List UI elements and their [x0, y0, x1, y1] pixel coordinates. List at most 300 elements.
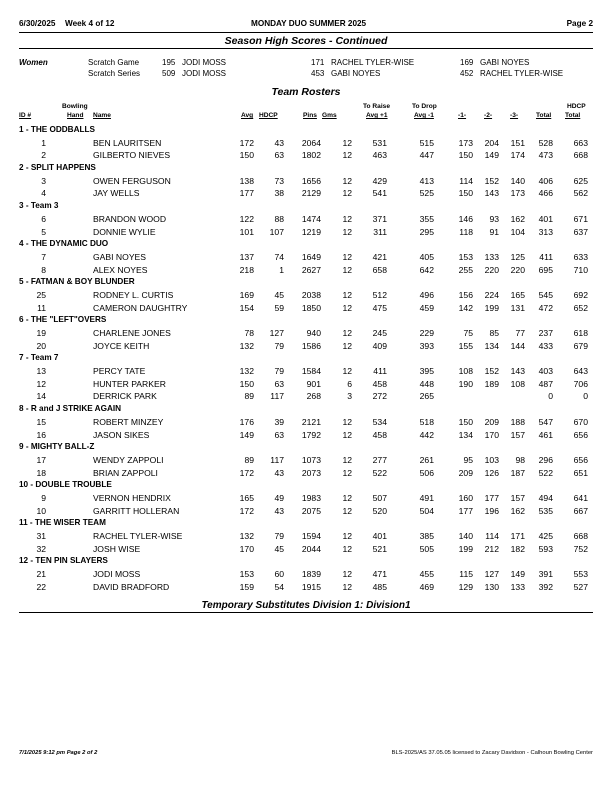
player-hdcp: 60 — [274, 569, 284, 580]
player-game3: 182 — [510, 543, 525, 554]
player-hdcp-total: 656 — [573, 429, 588, 440]
col-to-drop: To Drop — [412, 103, 437, 110]
player-hdcp-total: 633 — [573, 251, 588, 262]
player-games: 12 — [342, 366, 352, 377]
hs-name: JODI MOSS — [182, 58, 227, 67]
player-games: 6 — [347, 378, 352, 389]
player-id: 19 — [36, 328, 46, 338]
col-game1: -1- — [458, 112, 467, 119]
player-to-raise: 409 — [372, 340, 387, 351]
player-hdcp-total: 706 — [573, 378, 588, 389]
player-id: 11 — [37, 302, 46, 313]
player-game2: 114 — [485, 531, 499, 541]
player-game3: 151 — [510, 137, 525, 148]
player-total: 411 — [539, 251, 553, 262]
player-hdcp-total: 0 — [583, 391, 588, 402]
player-hdcp: 43 — [274, 505, 284, 516]
col-id: ID # — [19, 112, 32, 119]
player-games: 12 — [342, 289, 352, 300]
team-name: 8 - R and J STRIKE AGAIN — [19, 404, 122, 414]
table-row — [19, 365, 593, 378]
player-id: 22 — [36, 581, 46, 592]
player-hdcp-total: 668 — [573, 150, 588, 161]
player-hdcp: 88 — [274, 213, 284, 224]
player-avg: 149 — [239, 429, 254, 440]
player-games: 12 — [342, 175, 352, 186]
player-game1: 150 — [458, 188, 473, 199]
player-to-raise: 658 — [372, 264, 387, 275]
team-header — [19, 479, 593, 492]
player-avg: 132 — [239, 531, 254, 541]
player-pins: 1219 — [301, 226, 321, 237]
player-game3: 188 — [510, 416, 525, 427]
player-to-drop: 229 — [419, 328, 434, 338]
team-name: 2 - SPLIT HAPPENS — [19, 163, 96, 173]
player-game1: 129 — [458, 581, 473, 592]
player-to-drop: 261 — [419, 454, 434, 465]
player-hdcp-total: 562 — [573, 188, 588, 199]
player-game1: 75 — [463, 328, 473, 338]
player-game3: 143 — [510, 366, 525, 377]
high-scores-category: Women — [19, 58, 48, 67]
player-name: DONNIE WYLIE — [93, 226, 156, 237]
player-game2: 85 — [489, 328, 499, 338]
page-header — [19, 19, 593, 31]
player-to-drop: 504 — [419, 505, 434, 516]
team-header — [19, 162, 593, 175]
player-pins: 1850 — [301, 302, 321, 313]
player-pins: 1839 — [301, 569, 321, 580]
table-row — [19, 302, 593, 315]
player-games: 12 — [342, 429, 352, 440]
player-to-drop: 295 — [419, 226, 434, 237]
player-to-drop: 442 — [419, 429, 434, 440]
header-rule — [19, 32, 593, 33]
player-hdcp: 43 — [274, 137, 284, 148]
col-avg-plus: Avg +1 — [366, 112, 388, 119]
player-games: 12 — [342, 264, 352, 275]
hs-score: 171 — [311, 58, 325, 67]
player-pins: 1656 — [301, 175, 321, 186]
player-game2: 209 — [484, 416, 499, 427]
player-avg: 153 — [239, 569, 254, 580]
player-game3: 108 — [510, 378, 525, 389]
player-name: ROBERT MINZEY — [93, 416, 164, 427]
table-row — [19, 467, 593, 480]
player-game3: 144 — [510, 340, 525, 351]
player-to-drop: 642 — [419, 264, 434, 275]
player-game1: 150 — [458, 150, 473, 161]
player-id: 25 — [36, 289, 46, 300]
player-to-raise: 520 — [372, 505, 387, 516]
player-avg: 172 — [239, 505, 254, 516]
player-games: 12 — [342, 492, 352, 503]
table-row — [19, 505, 593, 518]
player-id: 17 — [36, 454, 46, 465]
player-game3: 133 — [510, 581, 525, 592]
player-id: 13 — [36, 366, 46, 377]
table-row — [19, 390, 593, 403]
player-game2: 189 — [484, 378, 499, 389]
player-id: 5 — [41, 226, 46, 237]
player-game3: 165 — [510, 289, 525, 300]
player-total: 494 — [538, 492, 553, 503]
player-to-drop: 469 — [419, 581, 434, 592]
player-to-drop: 413 — [419, 175, 434, 186]
player-games: 12 — [342, 543, 352, 554]
player-to-raise: 471 — [372, 569, 387, 580]
player-game2: 196 — [484, 505, 499, 516]
player-pins: 1983 — [301, 492, 321, 503]
hs-score: 509 — [162, 69, 176, 78]
player-avg: 150 — [239, 150, 254, 161]
col-to-raise: To Raise — [363, 103, 390, 110]
player-id: 14 — [36, 391, 46, 402]
hs-score: 452 — [460, 69, 474, 78]
player-pins: 1802 — [301, 150, 321, 161]
player-game2: 134 — [484, 340, 499, 351]
player-avg: 169 — [239, 289, 254, 300]
player-hdcp-total: 668 — [573, 531, 588, 541]
player-hdcp: 73 — [274, 175, 284, 186]
table-row — [19, 492, 593, 505]
player-games: 12 — [342, 150, 352, 161]
week-label: Week 4 of 12 — [65, 19, 115, 28]
player-name: JODI MOSS — [93, 569, 141, 580]
player-total: 425 — [538, 531, 553, 541]
team-name: 6 - THE "LEFT"OVERS — [19, 315, 107, 325]
table-row — [19, 226, 593, 239]
player-to-raise: 534 — [372, 416, 387, 427]
table-row — [19, 416, 593, 429]
table-row — [19, 530, 593, 543]
player-hdcp: 59 — [274, 302, 284, 313]
player-to-raise: 411 — [373, 366, 387, 377]
player-game3: 157 — [510, 492, 525, 503]
player-game2: 212 — [484, 543, 499, 554]
player-pins: 268 — [306, 391, 321, 402]
table-row — [19, 429, 593, 442]
player-total: 403 — [538, 366, 553, 377]
col-gms: Gms — [322, 112, 337, 119]
player-game2: 143 — [484, 188, 499, 199]
player-avg: 122 — [239, 213, 254, 224]
player-id: 31 — [36, 531, 46, 541]
player-to-drop: 505 — [419, 543, 434, 554]
player-game3: 140 — [510, 175, 525, 186]
player-games: 12 — [342, 340, 352, 351]
table-row — [19, 327, 593, 340]
player-name: GARRITT HOLLERAN — [93, 505, 180, 516]
player-avg: 165 — [239, 492, 254, 503]
hs-name: GABI NOYES — [331, 69, 381, 78]
table-row — [19, 454, 593, 467]
player-pins: 2038 — [301, 289, 321, 300]
player-game1: 155 — [458, 340, 473, 351]
player-name: DERRICK PARK — [93, 391, 157, 402]
player-to-drop: 491 — [419, 492, 434, 503]
player-hdcp-total: 663 — [573, 137, 588, 148]
player-total: 401 — [538, 213, 553, 224]
player-game1: 153 — [458, 251, 473, 262]
player-hdcp: 74 — [274, 251, 284, 262]
team-name: 4 - THE DYNAMIC DUO — [19, 239, 109, 249]
player-total: 593 — [538, 543, 553, 554]
player-game1: 140 — [458, 531, 473, 541]
player-total: 391 — [538, 569, 553, 580]
table-row — [19, 568, 593, 581]
player-avg: 170 — [239, 543, 254, 554]
player-game3: 131 — [510, 302, 525, 313]
player-to-drop: 385 — [419, 531, 434, 541]
player-game2: 127 — [484, 569, 499, 580]
player-name: DAVID BRADFORD — [93, 581, 170, 592]
player-to-drop: 355 — [419, 213, 434, 224]
player-games: 12 — [342, 251, 352, 262]
hs-name: RACHEL TYLER-WISE — [331, 58, 415, 67]
col-game2: -2- — [484, 112, 493, 119]
player-avg: 89 — [244, 454, 254, 465]
player-hdcp-total: 625 — [573, 175, 588, 186]
player-hdcp-total: 553 — [573, 569, 588, 580]
player-avg: 89 — [244, 391, 254, 402]
player-id: 2 — [41, 150, 46, 161]
player-avg: 101 — [239, 226, 254, 237]
player-hdcp-total: 637 — [573, 226, 588, 237]
player-game2: 103 — [484, 454, 499, 465]
player-pins: 1594 — [301, 531, 321, 541]
player-total: 547 — [538, 416, 553, 427]
player-game3: 187 — [510, 467, 525, 478]
player-name: BEN LAURITSEN — [93, 137, 162, 148]
player-to-drop: 265 — [419, 391, 434, 402]
player-game1: 118 — [459, 226, 473, 237]
player-game3: 220 — [510, 264, 525, 275]
report-date: 6/30/2025 — [19, 19, 56, 28]
player-total: 472 — [538, 302, 553, 313]
player-total: 545 — [538, 289, 553, 300]
col-bowling: Bowling — [62, 103, 88, 110]
player-games: 12 — [342, 454, 352, 465]
player-total: 406 — [538, 175, 553, 186]
player-pins: 2073 — [301, 467, 321, 478]
col-name: Name — [93, 112, 111, 119]
player-game2: 152 — [484, 366, 499, 377]
team-name: 5 - FATMAN & BOY BLUNDER — [19, 277, 135, 287]
player-id: 9 — [41, 492, 46, 503]
player-hdcp: 54 — [274, 581, 284, 592]
player-name: JAY WELLS — [93, 188, 140, 199]
player-id: 20 — [36, 340, 46, 351]
player-to-raise: 311 — [373, 226, 387, 237]
player-to-drop: 525 — [419, 188, 434, 199]
player-game1: 190 — [458, 378, 473, 389]
player-hdcp-total: 652 — [573, 302, 588, 313]
col-hand: Hand — [67, 112, 84, 119]
hs-name: JODI MOSS — [182, 69, 227, 78]
player-avg: 78 — [244, 328, 254, 338]
player-game3: 125 — [510, 251, 525, 262]
roster-table — [19, 124, 593, 593]
player-game1: 115 — [459, 569, 473, 580]
player-games: 3 — [347, 391, 352, 402]
player-game1: 209 — [458, 467, 473, 478]
player-hdcp-total: 651 — [573, 467, 588, 478]
player-game1: 95 — [463, 454, 473, 465]
player-pins: 901 — [306, 378, 321, 389]
player-pins: 1584 — [301, 366, 321, 377]
player-game2: 133 — [484, 251, 499, 262]
player-to-drop: 506 — [419, 467, 434, 478]
player-game2: 130 — [484, 581, 499, 592]
table-row — [19, 213, 593, 226]
team-header — [19, 238, 593, 251]
player-game2: 93 — [489, 213, 499, 224]
table-row — [19, 251, 593, 264]
player-to-raise: 401 — [372, 531, 387, 541]
player-total: 528 — [538, 137, 553, 148]
player-game1: 108 — [458, 366, 473, 377]
player-pins: 2064 — [301, 137, 321, 148]
player-pins: 1586 — [301, 340, 321, 351]
player-pins: 1073 — [301, 454, 321, 465]
league-name: MONDAY DUO SUMMER 2025 — [251, 19, 367, 28]
player-total: 695 — [538, 264, 553, 275]
player-to-raise: 458 — [372, 378, 387, 389]
player-name: GILBERTO NIEVES — [93, 150, 171, 161]
player-id: 12 — [36, 378, 46, 389]
player-to-drop: 393 — [419, 340, 434, 351]
player-hdcp: 38 — [274, 188, 284, 199]
player-game2: 204 — [484, 137, 499, 148]
player-pins: 2075 — [301, 505, 321, 516]
player-pins: 940 — [306, 328, 321, 338]
table-row — [19, 340, 593, 353]
player-id: 8 — [41, 264, 46, 275]
team-name: 7 - Team 7 — [19, 353, 59, 363]
team-header — [19, 517, 593, 530]
player-id: 21 — [36, 569, 46, 580]
player-name: OWEN FERGUSON — [93, 175, 171, 186]
column-header — [19, 103, 593, 125]
team-header — [19, 124, 593, 137]
player-hdcp-total: 692 — [573, 289, 588, 300]
player-to-drop: 518 — [419, 416, 434, 427]
player-name: CAMERON DAUGHTRY — [93, 302, 188, 313]
section-title: Season High Scores - Continued — [224, 35, 388, 47]
player-hdcp-total: 618 — [573, 328, 588, 338]
player-total: 535 — [538, 505, 553, 516]
player-total: 466 — [538, 188, 553, 199]
player-to-raise: 512 — [372, 289, 387, 300]
player-game3: 173 — [510, 188, 525, 199]
player-hdcp-total: 710 — [573, 264, 588, 275]
player-hdcp: 49 — [274, 492, 284, 503]
player-to-drop: 448 — [419, 378, 434, 389]
player-games: 12 — [342, 416, 352, 427]
col-game3: -3- — [510, 112, 519, 119]
player-hdcp: 117 — [270, 454, 284, 465]
player-game3: 149 — [510, 569, 525, 580]
player-game2: 126 — [484, 467, 499, 478]
player-name: HUNTER PARKER — [93, 378, 166, 389]
player-name: BRIAN ZAPPOLI — [93, 467, 158, 478]
player-to-drop: 455 — [419, 569, 434, 580]
player-id: 6 — [41, 213, 46, 224]
team-name: 10 - DOUBLE TROUBLE — [19, 480, 112, 490]
player-pins: 2129 — [301, 188, 321, 199]
player-games: 12 — [342, 531, 352, 541]
player-game3: 171 — [510, 531, 525, 541]
player-games: 12 — [342, 226, 352, 237]
player-hdcp: 39 — [274, 416, 284, 427]
rosters-title: Team Rosters — [271, 86, 341, 98]
player-game2: 149 — [484, 150, 499, 161]
table-row — [19, 187, 593, 200]
col-hdcp: HDCP — [259, 112, 278, 119]
player-game3: 98 — [515, 454, 525, 465]
player-total: 461 — [538, 429, 553, 440]
team-name: 12 - TEN PIN SLAYERS — [19, 556, 108, 566]
team-header — [19, 200, 593, 213]
player-to-raise: 272 — [372, 391, 387, 402]
player-game1: 177 — [458, 505, 473, 516]
player-to-raise: 277 — [372, 454, 387, 465]
player-id: 10 — [36, 505, 46, 516]
team-header — [19, 276, 593, 289]
team-name: 9 - MIGHTY BALL-Z — [19, 442, 95, 452]
player-to-raise: 507 — [372, 492, 387, 503]
player-hdcp: 63 — [274, 429, 284, 440]
player-hdcp: 79 — [274, 340, 284, 351]
player-games: 12 — [342, 188, 352, 199]
player-hdcp: 45 — [274, 289, 284, 300]
substitutes-title: Temporary Substitutes Division 1: Division1 — [201, 600, 411, 611]
player-avg: 150 — [239, 378, 254, 389]
player-total: 0 — [548, 391, 553, 402]
player-id: 7 — [41, 251, 46, 262]
team-name: 1 - THE ODDBALLS — [19, 125, 95, 134]
col-avg-minus: Avg -1 — [414, 112, 434, 119]
player-avg: 218 — [239, 264, 254, 275]
player-to-raise: 458 — [372, 429, 387, 440]
player-name: JASON SIKES — [93, 429, 150, 440]
player-id: 1 — [41, 137, 46, 148]
player-hdcp-total: 671 — [573, 213, 588, 224]
player-id: 16 — [36, 429, 46, 440]
team-header — [19, 352, 593, 365]
player-to-drop: 447 — [419, 150, 434, 161]
player-game1: 142 — [458, 302, 473, 313]
page-number: Page 2 — [566, 19, 593, 28]
player-hdcp: 127 — [269, 328, 284, 338]
col-total: Total — [536, 112, 552, 119]
col-avg: Avg — [241, 112, 254, 119]
col-pins: Pins — [303, 112, 317, 119]
player-game3: 77 — [515, 328, 525, 338]
player-game1: 199 — [458, 543, 473, 554]
player-pins: 2121 — [301, 416, 321, 427]
player-id: 4 — [41, 188, 46, 199]
player-name: VERNON HENDRIX — [93, 492, 171, 503]
player-game1: 146 — [458, 213, 473, 224]
player-to-raise: 522 — [372, 467, 387, 478]
player-to-raise: 371 — [372, 213, 387, 224]
player-hdcp-total: 656 — [573, 454, 588, 465]
hs-label: Scratch Series — [88, 69, 141, 78]
player-id: 3 — [41, 175, 46, 186]
player-game1: 114 — [459, 175, 473, 186]
